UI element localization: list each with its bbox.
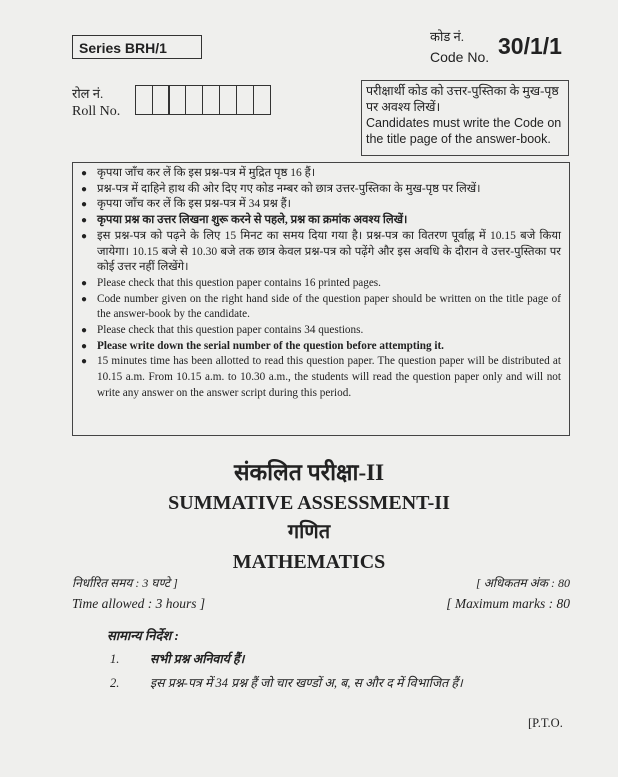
general-instruction-item	[110, 674, 463, 691]
time-allowed-hindi: निर्धारित समय : 3 घण्टे ]	[72, 576, 178, 590]
code-label-hindi: कोड नं.	[430, 29, 465, 44]
general-instruction-item	[110, 650, 244, 667]
time-allowed: Time allowed : 3 hours ]	[72, 596, 206, 611]
series-label: Series BRH/1	[72, 35, 202, 59]
code-label: Code No.	[430, 49, 490, 65]
roll-box[interactable]	[152, 85, 170, 115]
pto-label: [P.T.O.	[528, 716, 563, 730]
roll-box[interactable]	[185, 85, 203, 115]
roll-box[interactable]	[135, 85, 153, 115]
item-text: इस प्रश्न-पत्र में 34 प्रश्न हैं जो चार खण्डों अ, ब, स और द में विभाजित हैं।	[150, 676, 463, 690]
instruction-en-2: ● Code number given on the right hand side of the question paper should be written on the title page of the answer-book by the candidate.	[85, 292, 561, 323]
instruction-en-1: ● Please check that this question paper contains 16 printed pages.	[85, 276, 561, 292]
roll-number-boxes[interactable]	[136, 85, 271, 115]
code-notice-hindi: परीक्षार्थी कोड को उत्तर-पुस्तिका के मुख-पृष्ठ पर अवश्य लिखें।	[366, 84, 559, 114]
roll-box[interactable]	[236, 85, 254, 115]
instruction-hi-2: ● प्रश्न-पत्र में दाहिने हाथ की ओर दिए गए कोड नम्बर को छात्र उत्तर-पुस्तिका के मुख-पृष्ठ पर लिखें।	[85, 182, 561, 198]
roll-label-hindi: रोल नं.	[72, 86, 104, 101]
roll-box[interactable]	[202, 85, 220, 115]
subject-title-hindi: गणित	[287, 521, 331, 543]
general-instructions-title: सामान्य निर्देश :	[107, 628, 179, 643]
max-marks: [ Maximum marks : 80	[446, 596, 570, 611]
roll-box[interactable]	[253, 85, 271, 115]
instructions-box	[72, 162, 570, 436]
exam-title-hindi: संकलित परीक्षा-II	[233, 460, 385, 485]
max-marks-hindi: [ अधिकतम अंक : 80	[476, 576, 570, 590]
instruction-en-3: ● Please check that this question paper contains 34 questions.	[85, 323, 561, 339]
item-number: 2.	[110, 676, 120, 690]
roll-label: Roll No.	[72, 104, 121, 119]
instruction-en-4: ● Please write down the serial number of the question before attempting it.	[85, 339, 561, 355]
subject-title: MATHEMATICS	[232, 551, 386, 573]
item-number: 1.	[110, 652, 120, 666]
roll-box[interactable]	[168, 85, 186, 115]
instruction-hi-5: ● इस प्रश्न-पत्र को पढ़ने के लिए 15 मिनट का समय दिया गया है। प्रश्न-पत्र का वितरण पूर्वाह्न में 10.15 बजे किया जायेगा। 10.15 बजे से 10.30 बजे तक छात्र केवल प्रश्न-पत्र को पढ़ेंगे और इस अवधि के दौरान वे उत्तर-पुस्तिका पर कोई उत्तर नहीं लिखेंगे।	[85, 229, 561, 276]
exam-title: SUMMATIVE ASSESSMENT-II	[168, 492, 450, 514]
code-notice-english: Candidates must write the Code on the title page of the answer-book.	[366, 116, 562, 146]
code-notice-box	[361, 80, 569, 156]
instruction-hi-1: ● कृपया जाँच कर लें कि इस प्रश्न-पत्र में मुद्रित पृष्ठ 16 हैं।	[85, 166, 561, 182]
roll-box[interactable]	[219, 85, 237, 115]
code-number: 30/1/1	[498, 33, 562, 59]
instruction-en-5: ● 15 minutes time has been allotted to read this question paper. The question paper will be distributed at 10.15 a.m. From 10.15 a.m. to 10.30 a.m., the students will read the question paper only and will not write any answer on the answer script during this period.	[85, 354, 561, 401]
instruction-hi-4: ● कृपया प्रश्न का उत्तर लिखना शुरू करने से पहले, प्रश्न का क्रमांक अवश्य लिखें।	[85, 213, 561, 229]
item-text: सभी प्रश्न अनिवार्य हैं।	[150, 652, 245, 666]
instruction-hi-3: ● कृपया जाँच कर लें कि इस प्रश्न-पत्र में 34 प्रश्न हैं।	[85, 197, 561, 213]
